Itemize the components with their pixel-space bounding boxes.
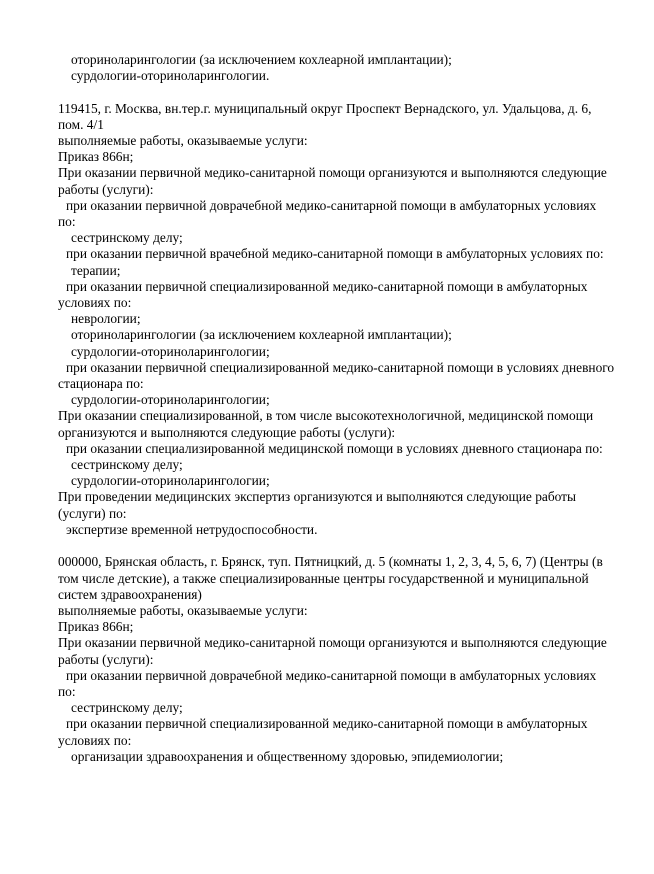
document-line: при оказании первичной специализированной медико-санитарной помощи в амбулаторных	[66, 716, 588, 732]
document-line: по:	[58, 214, 76, 230]
document-line: работы (услуги):	[58, 651, 154, 667]
document-line: сурдологии-оториноларингологии;	[71, 473, 270, 489]
document-line: Приказ 866н;	[58, 149, 134, 165]
document-line: сестринскому делу;	[71, 700, 183, 716]
document-line: при оказании первичной доврачебной медико-санитарной помощи в амбулаторных условиях	[66, 197, 597, 213]
document-line: выполняемые работы, оказываемые услуги:	[58, 602, 308, 618]
document-line: условиях по:	[58, 732, 132, 748]
document-line: при оказании первичной специализированной медико-санитарной помощи в амбулаторных	[66, 278, 588, 294]
document-line: при оказании первичной доврачебной медико-санитарной помощи в амбулаторных условиях	[66, 667, 597, 683]
document-line: При проведении медицинских экспертиз организуются и выполняются следующие работы	[58, 489, 577, 505]
blank-line	[58, 538, 638, 554]
document-line: том числе детские), а также специализированные центры государственной и муниципальной	[58, 570, 589, 586]
document-line: организуются и выполняются следующие работы (услуги):	[58, 424, 396, 440]
document-line: (услуги) по:	[58, 505, 127, 521]
document-line: при оказании первичной специализированной медико-санитарной помощи в условиях дневного	[66, 359, 615, 375]
document-line: оториноларингологии (за исключением кохлеарной имплантации);	[71, 327, 452, 343]
document-line: неврологии;	[71, 311, 141, 327]
document-line: пом. 4/1	[58, 116, 104, 132]
document-line: по:	[58, 683, 76, 699]
document-line: стационара по:	[58, 376, 144, 392]
document-line: оториноларингологии (за исключением кохлеарной имплантации);	[71, 52, 452, 67]
document-line: сурдологии-оториноларингологии;	[71, 343, 270, 359]
document-line: при оказании специализированной медицинской помощи в условиях дневного стационара по:	[66, 440, 603, 456]
blank-line	[58, 84, 638, 100]
document-line: При оказании первичной медико-санитарной помощи организуются и выполняются следующие	[58, 165, 607, 181]
document-line: терапии;	[71, 262, 121, 278]
document-line: систем здравоохранения)	[58, 586, 202, 602]
document-line: Приказ 866н;	[58, 619, 134, 635]
document-line: условиях по:	[58, 295, 132, 311]
document-line: 119415, г. Москва, вн.тер.г. муниципальный округ Проспект Вернадского, ул. Удальцова, д. 6,	[58, 100, 592, 116]
document-line: При оказании специализированной, в том числе высокотехнологичной, медицинской помощи	[58, 408, 594, 424]
document-line: организации здравоохранения и общественному здоровью, эпидемиологии;	[71, 748, 504, 764]
document-line: сестринскому делу;	[71, 457, 183, 473]
document-line: выполняемые работы, оказываемые услуги:	[58, 133, 308, 149]
document-line: сестринскому делу;	[71, 230, 183, 246]
document-line: экспертизе временной нетрудоспособности.	[66, 521, 318, 537]
document-line: При оказании первичной медико-санитарной помощи организуются и выполняются следующие	[58, 635, 607, 651]
document-line: 000000, Брянская область, г. Брянск, туп. Пятницкий, д. 5 (комнаты 1, 2, 3, 4, 5, 6, 7) (Центры (в	[58, 554, 603, 570]
document-line: сурдологии-оториноларингологии;	[71, 392, 270, 408]
document-line: при оказании первичной врачебной медико-санитарной помощи в амбулаторных условиях по:	[66, 246, 604, 262]
document-line: сурдологии-оториноларингологии.	[71, 68, 270, 84]
document-line: работы (услуги):	[58, 181, 154, 197]
